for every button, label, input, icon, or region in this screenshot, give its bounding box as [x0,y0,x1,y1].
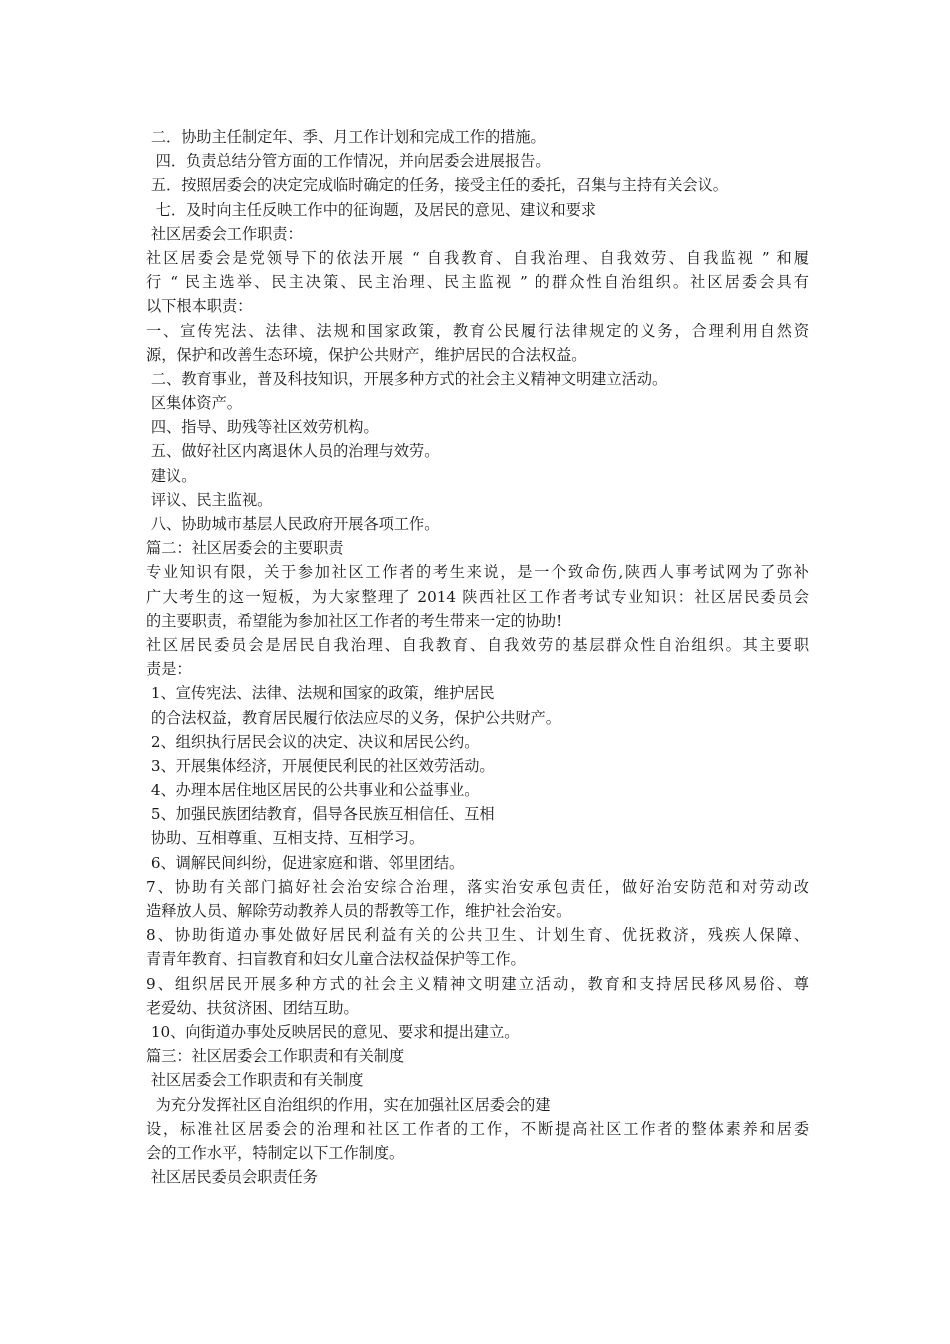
text-line: 行 “ 民主选举、民主决策、民主治理、民主监视 ” 的群众性自治组织。社区居委会具有 [146,273,809,292]
text-line: 4、办理本居住地区居民的公共事业和公益事业。 [146,781,480,800]
text-line: 8、协助街道办事处做好居民利益有关的公共卫生、计划生育、优抚救济，残疾人保障、 [146,926,809,945]
text-line: 建议。 [146,466,197,485]
text-line: 篇二：社区居委会的主要职责 [146,539,344,558]
text-line: 广大考生的这一短板，为大家整理了 2014 陕西社区工作者考试专业知识：社区居民委员会 [146,587,809,606]
text-line: 篇三：社区居委会工作职责和有关制度 [146,1047,405,1066]
text-line: 6、调解民间纠纷，促进家庭和谐、邻里团结。 [146,853,465,872]
text-line: 社区居民委员会职责任务 [146,1168,318,1187]
text-line: 设，标准社区居委会的治理和社区工作者的工作，不断提高社区工作者的整体素养和居委 [146,1119,809,1138]
text-line: 五、做好社区内离退休人员的治理与效劳。 [146,442,440,461]
text-line: 7、协助有关部门搞好社会治安综合治理，落实治安承包责任，做好治安防范和对劳动改 [146,877,809,896]
text-line: 区集体资产。 [146,394,242,413]
text-line: 的合法权益，教育居民履行依法应尽的义务，保护公共财产。 [146,708,561,727]
text-line: 五．按照居委会的决定完成临时确定的任务，接受主任的委托，召集与主持有关会议。 [146,176,728,195]
text-line: 2、组织执行居民会议的决定、决议和居民公约。 [146,732,480,751]
text-line: 3、开展集体经济，开展便民利民的社区效劳活动。 [146,756,495,775]
text-line: 1、宣传宪法、法律、法规和国家的政策，维护居民 [146,684,495,703]
text-line: 社区居民委员会是居民自我治理、自我教育、自我效劳的基层群众性自治组织。其主要职 [146,635,809,654]
text-line: 二．协助主任制定年、季、月工作计划和完成工作的措施。 [146,128,546,146]
text-line: 老爱幼、扶贫济困、团结互助。 [146,998,359,1017]
text-line: 青青年教育、扫盲教育和妇女儿童合法权益保护等工作。 [146,950,526,969]
document-body [146,125,809,1189]
text-line: 5、加强民族团结教育，倡导各民族互相信任、互相 [146,805,495,824]
text-line: 为充分发挥社区自治组织的作用，实在加强社区居委会的建 [146,1095,551,1114]
text-line: 10、向街道办事处反映居民的意见、要求和提出建立。 [146,1022,520,1041]
text-line: 四、指导、助残等社区效劳机构。 [146,418,379,437]
text-line: 造释放人员、解除劳动教养人员的帮教等工作，维护社会治安。 [146,902,572,920]
text-line: 一、宣传宪法、法律、法规和国家政策，教育公民履行法律规定的义务，合理利用自然资 [146,321,809,340]
text-line: 会的工作水平，特制定以下工作制度。 [146,1143,405,1162]
text-line: 源，保护和改善生态环境，保护公共财产，维护居民的合法权益。 [146,345,587,364]
text-line: 的主要职责，希望能为参加社区工作者的考生带来一定的协助! [146,611,563,630]
text-line: 协助、互相尊重、互相支持、互相学习。 [146,829,425,848]
text-line: 二、教育事业，普及科技知识，开展多种方式的社会主义精神文明建立活动。 [146,369,668,388]
text-line: 社区居委会工作职责： [146,224,303,243]
text-line: 七．及时向主任反映工作中的征询题，及居民的意见、建议和要求 [146,200,597,219]
text-line: 四．负责总结分管方面的工作情况，并向居委会进展报告。 [146,152,551,171]
text-line: 专业知识有限，关于参加社区工作者的考生来说，是一个致命伤,陕西人事考试网为了弥补 [146,563,809,582]
text-line: 八、协助城市基层人民政府开展各项工作。 [146,515,440,533]
text-line: 以下根本职责： [146,297,253,316]
text-line: 社区居委会是党领导下的依法开展 “ 自我教育、自我治理、自我效劳、自我监视 ” 和履 [146,248,809,267]
text-line: 社区居委会工作职责和有关制度 [146,1071,364,1090]
text-line: 责是： [146,660,192,679]
text-line: 9、组织居民开展多种方式的社会主义精神文明建立活动，教育和支持居民移风易俗、尊 [146,974,809,993]
text-line: 评议、民主监视。 [146,490,273,509]
